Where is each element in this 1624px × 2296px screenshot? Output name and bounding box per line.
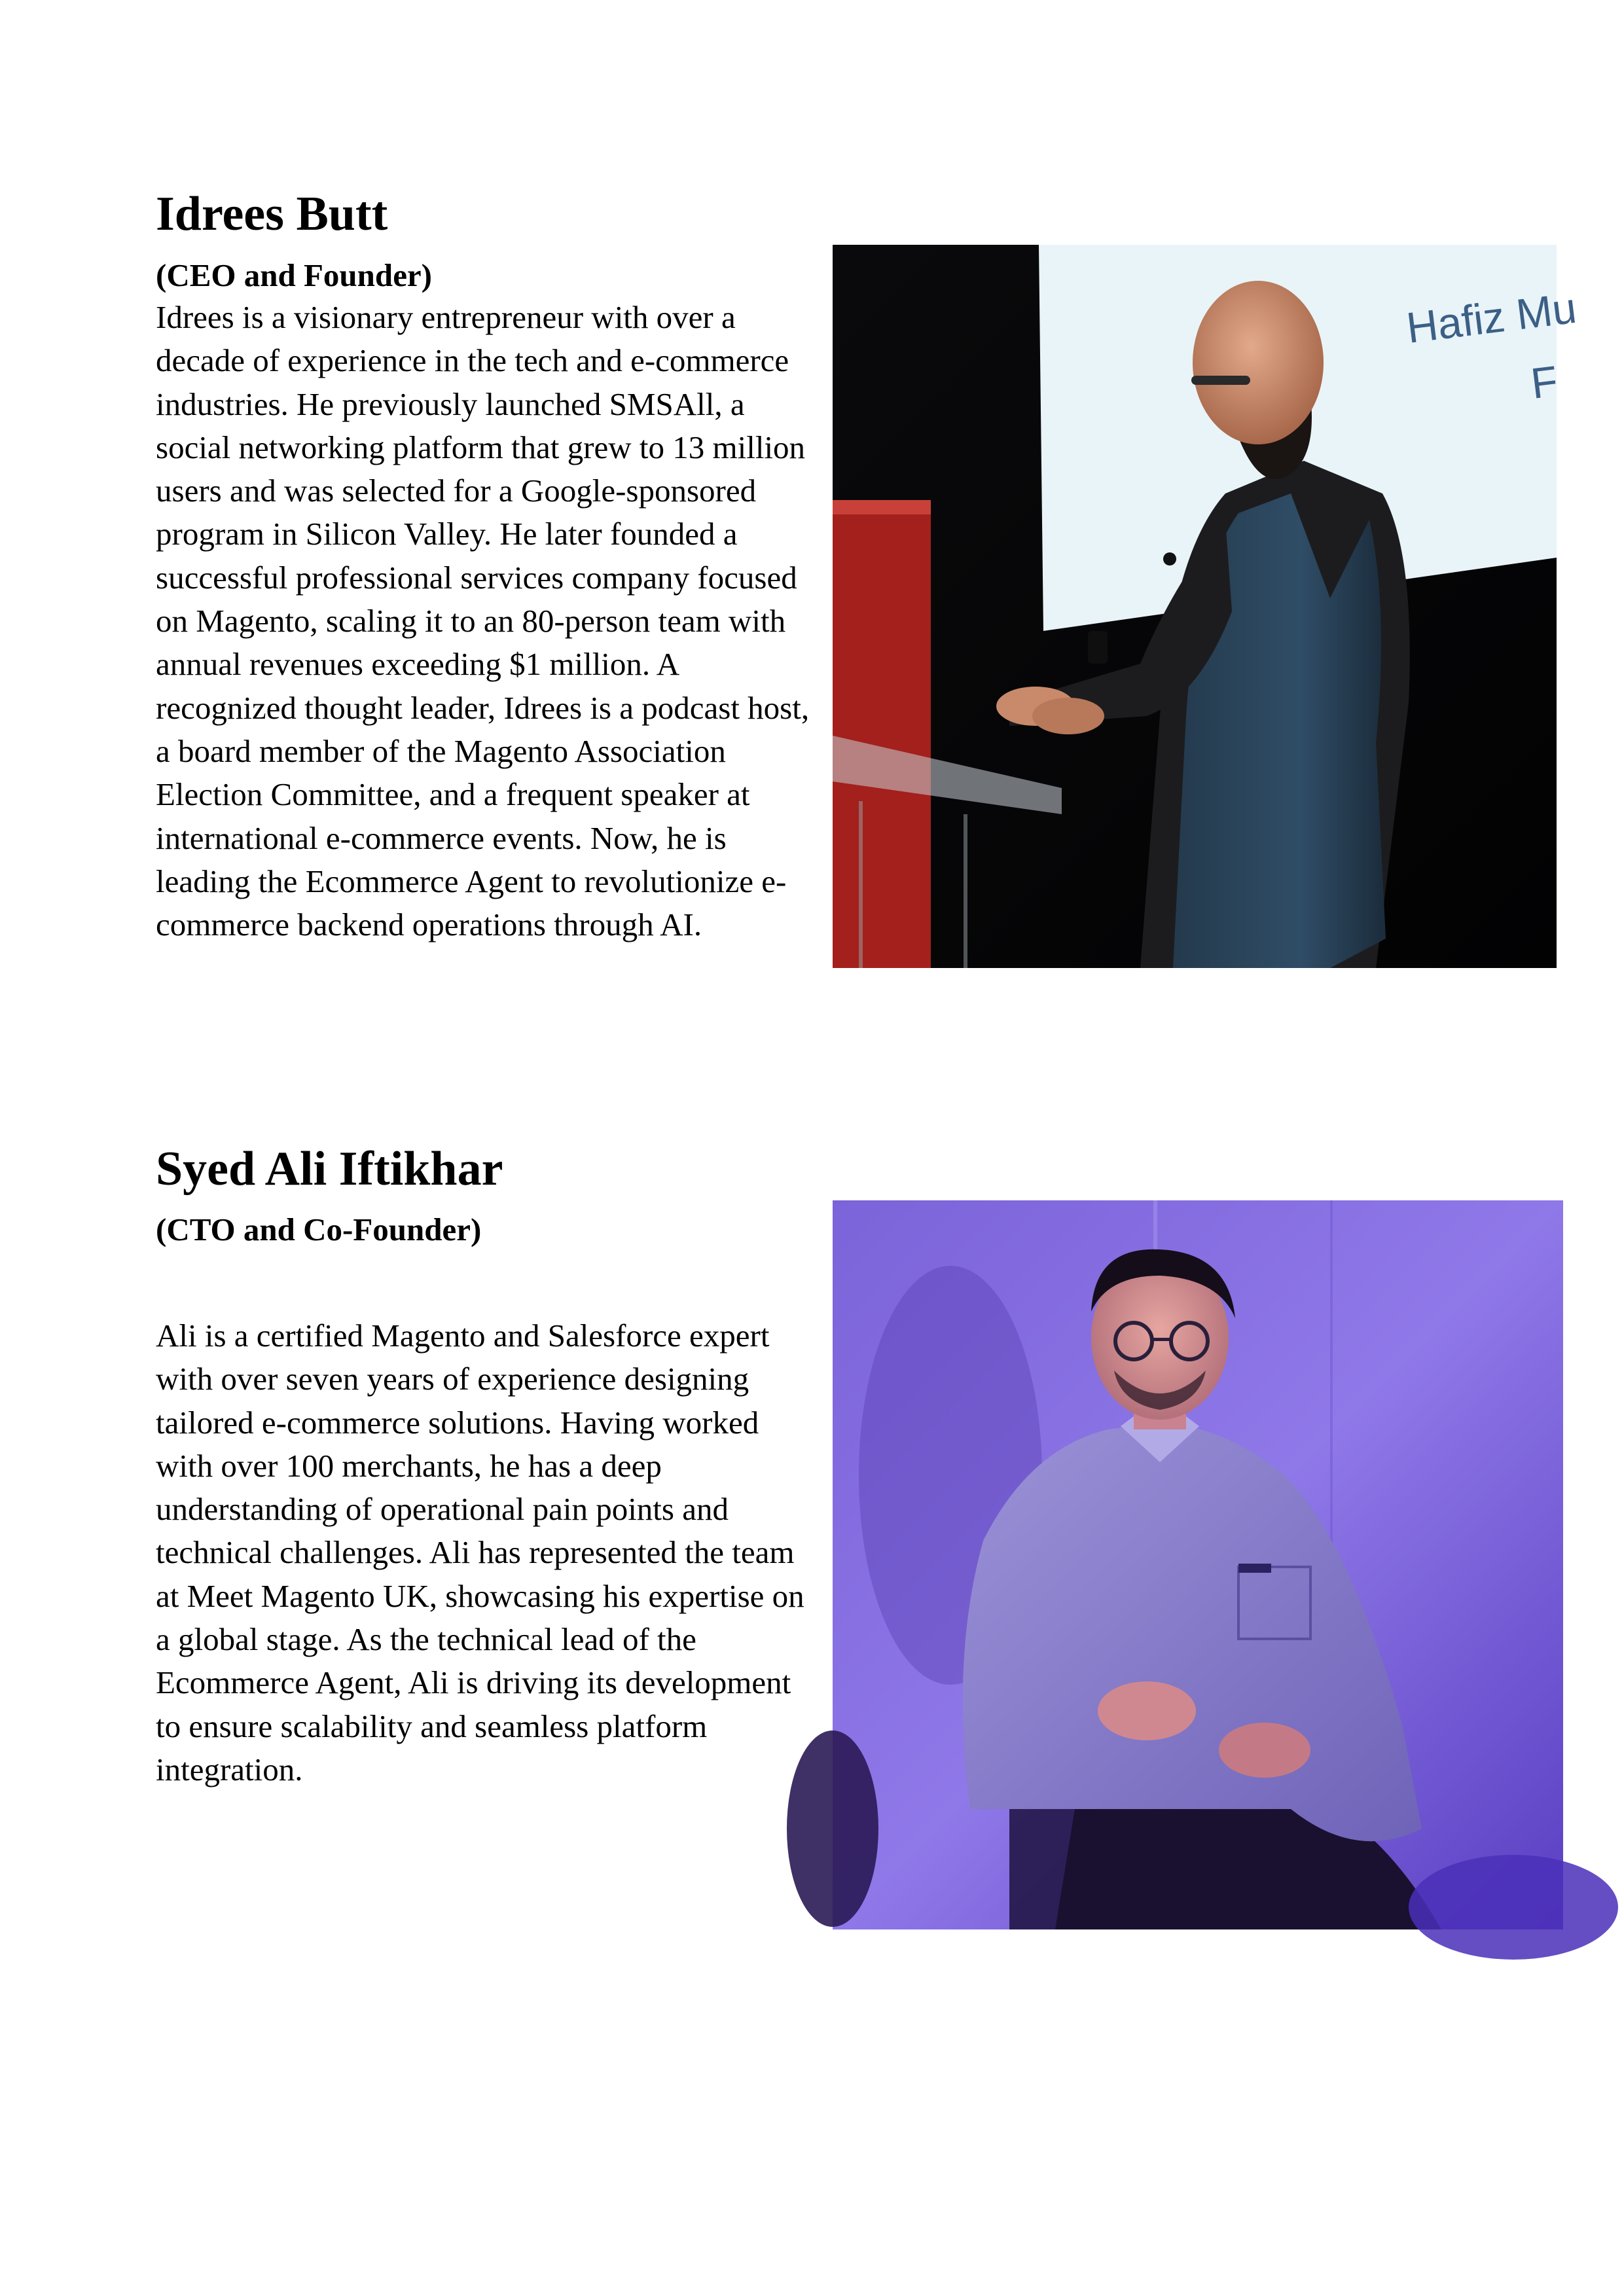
profile-bio: Ali is a certified Magento and Salesforce expert with over seven years of experience designing tailored e-commerce solutions. Having worked with over 100 merchants, he has a deep understanding of operational pain points and technical challenges. Ali has represented the team at Meet Magento UK, showcasing his expertise on a global stage. As the technical lead of the Ecommerce Agent, Ali is driving its development to ensure scalability and seamless platform integration. <box>156 1318 804 1787</box>
screen-text: F <box>1528 356 1561 408</box>
screen-text: Hafiz Mu <box>1403 283 1579 352</box>
profile-name: Idrees Butt <box>156 187 388 241</box>
profile-role: (CEO and Founder) <box>156 257 433 293</box>
profile-photo-idrees <box>833 245 1579 968</box>
hand <box>1219 1723 1310 1778</box>
head <box>1193 281 1324 444</box>
profile-photo-ali <box>833 1200 1563 1929</box>
profile-name: Syed Ali Iftikhar <box>156 1142 503 1196</box>
hand <box>1098 1681 1196 1740</box>
seated-panelist-photo <box>833 1200 1563 1929</box>
profile-bio: Idrees is a visionary entrepreneur with over a decade of experience in the tech and e-commerce industries. He previously launched SMSAll, a social networking platform that grew to 13 million users and was selected for a Google-sponsored program in Silicon Valley. He later founded a successful professional services company focused on Magento, scaling it to an 80-person team with annual revenues exceeding $1 million. A recognized thought leader, Idrees is a podcast host, a board member of the Magento Association Election Committee, and a frequent speaker at international e-commerce events. Now, he is leading the Ecommerce Agent to revolutionize e-commerce backend operations through AI. <box>156 299 810 943</box>
profile-role: (CTO and Co-Founder) <box>156 1211 482 1247</box>
speaker-at-podium-photo <box>833 245 1579 968</box>
stage-banner <box>833 500 931 968</box>
